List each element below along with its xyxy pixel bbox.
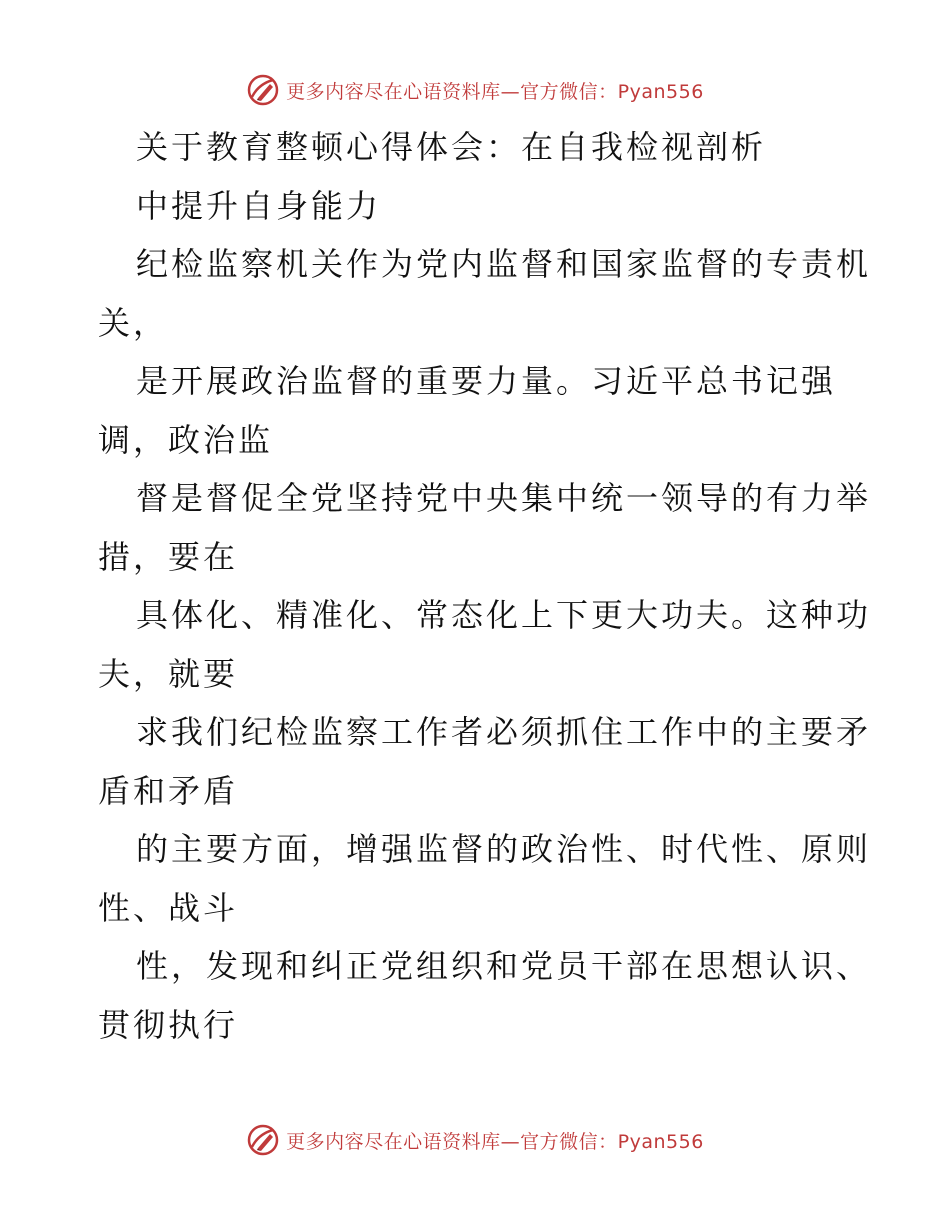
text-line: 关， [98, 303, 169, 342]
text-line: 夫，就要 [98, 654, 239, 693]
pen-circle-icon [246, 1123, 280, 1157]
header-banner [0, 70, 950, 110]
text-line: 贯彻执行 [98, 1005, 239, 1044]
text-line: 求我们纪检监察工作者必须抓住工作中的主要矛 [136, 713, 872, 751]
text-line: 纪检监察机关作为党内监督和国家监督的专责机 [136, 245, 872, 283]
text-line: 性，发现和纠正党组织和党员干部在思想认识、 [136, 947, 872, 985]
text-line: 措，要在 [98, 537, 239, 576]
text-line: 督是督促全党坚持党中央集中统一领导的有力举 [136, 479, 872, 517]
text-line: 中提升自身能力 [136, 186, 382, 225]
footer-banner-text: 更多内容尽在心语资料库—官方微信：Pyan556 [286, 1130, 704, 1153]
text-line: 性、战斗 [98, 888, 239, 927]
text-line: 是开展政治监督的重要力量。习近平总书记强 [136, 362, 837, 400]
text-line: 具体化、精准化、常态化上下更大功夫。这种功 [136, 596, 872, 634]
pen-circle-icon [246, 73, 280, 107]
footer-banner-content [246, 1123, 704, 1157]
document-body [98, 118, 872, 1054]
footer-banner [0, 1120, 950, 1160]
text-line: 关于教育整顿心得体会：在自我检视剖析 [136, 128, 767, 166]
header-banner-content [246, 73, 704, 107]
header-banner-text: 更多内容尽在心语资料库—官方微信：Pyan556 [286, 80, 704, 103]
text-line: 盾和矛盾 [98, 771, 239, 810]
text-line: 的主要方面，增强监督的政治性、时代性、原则 [136, 830, 872, 868]
text-line: 调，政治监 [98, 420, 274, 459]
